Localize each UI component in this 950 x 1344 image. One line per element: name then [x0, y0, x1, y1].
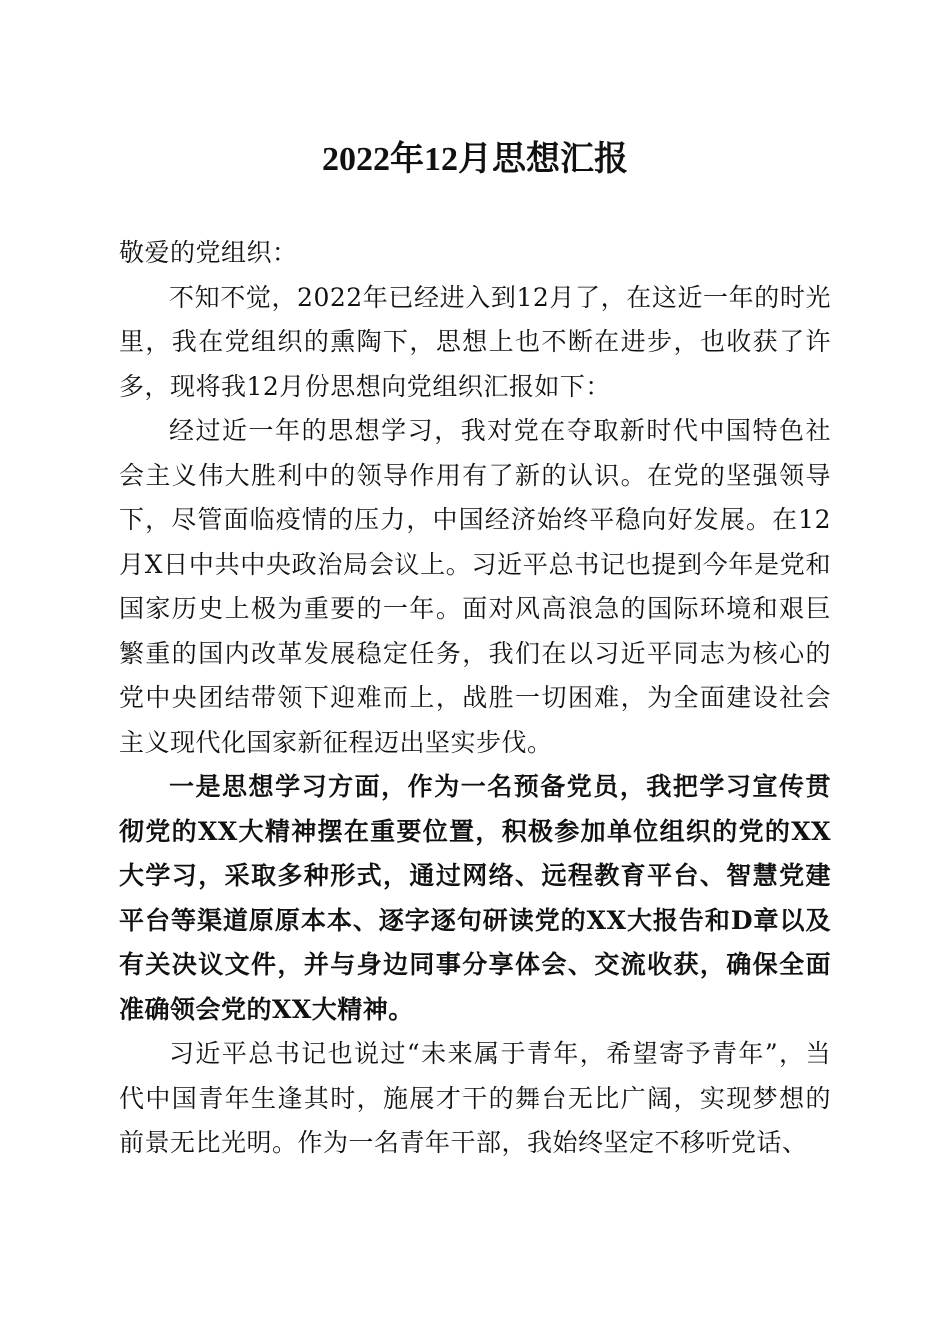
- paragraph-learning: 经过近一年的思想学习，我对党在夺取新时代中国特色社会主义伟大胜利中的领导作用有了新的认识。在党的坚强领导下，尽管面临疫情的压力，中国经济始终平稳向好发展。在12月X日中共中央政治局会议上。习近平总书记也提到今年是党和国家历史上极为重要的一年。面对风高浪急的国际环境和艰巨繁重的国内改革发展稳定任务，我们在以习近平同志为核心的党中央团结带领下迎难而上，战胜一切困难，为全面建设社会主义现代化国家新征程迈出坚实步伐。: [119, 416, 831, 757]
- document-title: 2022年12月思想汇报: [322, 141, 628, 178]
- paragraph-youth: 习近平总书记也说过“未来属于青年，希望寄予青年”，当代中国青年生逢其时，施展才干的舞台无比广阔，实现梦想的前景无比光明。作为一名青年干部，我始终坚定不移听党话、: [119, 1039, 831, 1157]
- salutation: 敬爱的党组织：: [119, 238, 298, 267]
- paragraph-thought-study: [119, 765, 831, 1032]
- paragraph-thought-study-text: 一是思想学习方面，作为一名预备党员，我把学习宣传贯彻党的XX大精神摆在重要位置，积极参加单位组织的党的XX大学习，采取多种形式，通过网络、远程教育平台、智慧党建平台等渠道原原本本、逐字逐句研读党的XX大报告和D章以及有关决议文件，并与身边同事分享体会、交流收获，确保全面准确领会党的XX大精神。: [119, 772, 831, 1024]
- document-body: [119, 231, 831, 1166]
- paragraph-intro: 不知不觉，2022年已经进入到12月了，在这近一年的时光里，我在党组织的熏陶下，思想上也不断在进步，也收获了许多，现将我12月份思想向党组织汇报如下：: [119, 282, 831, 401]
